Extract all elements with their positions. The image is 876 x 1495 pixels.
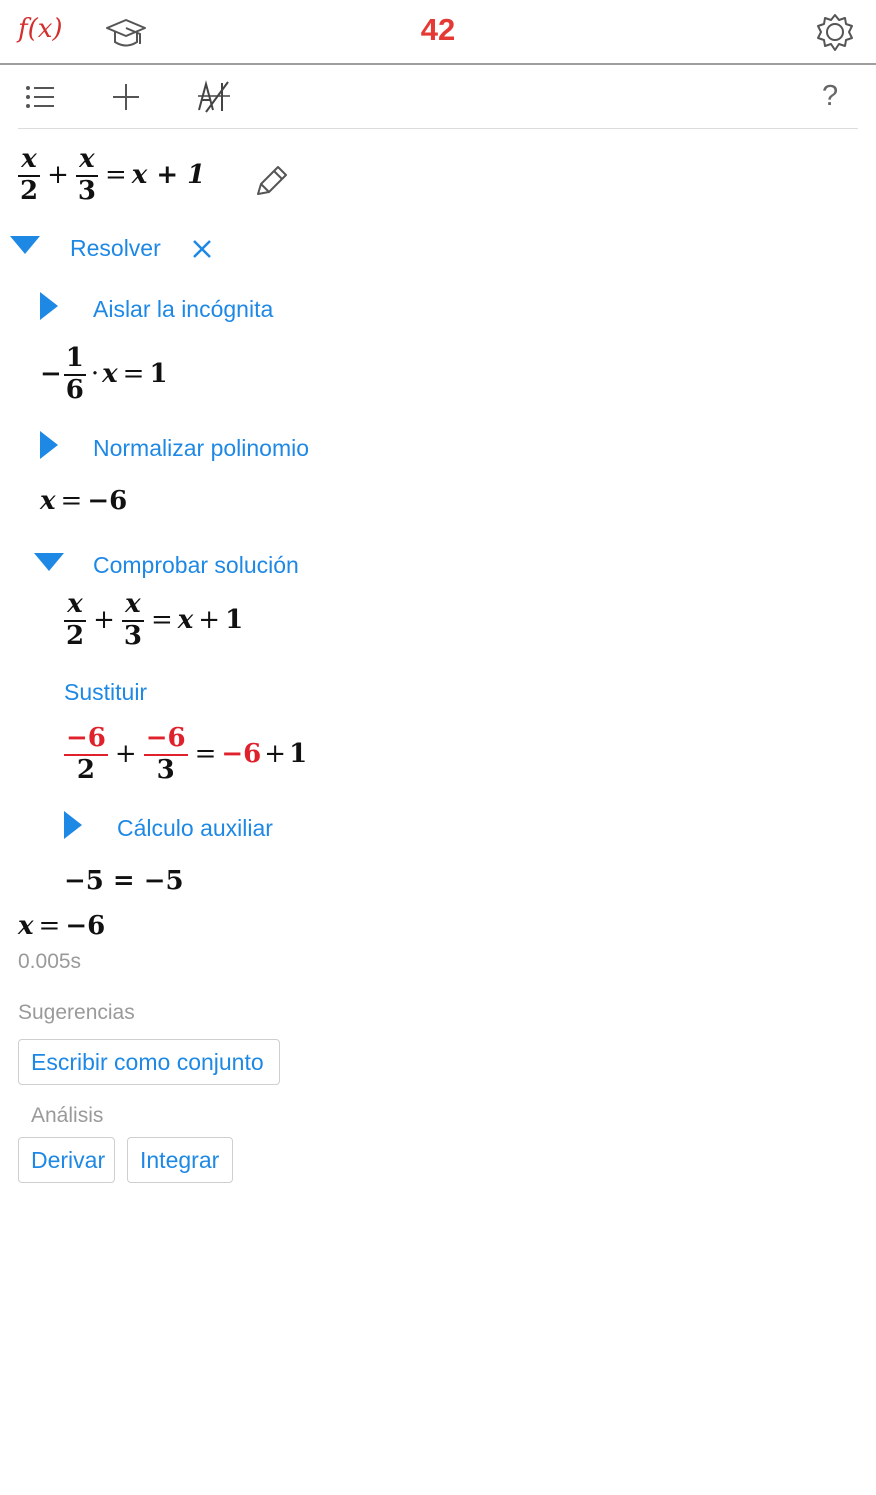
input-rhs: x + 1 (131, 159, 206, 190)
center-number: 42 (420, 12, 456, 47)
derive-button[interactable]: Derivar (18, 1137, 115, 1183)
step-normalize-label[interactable]: Normalizar polinomio (93, 435, 310, 461)
collapse-triangle-icon[interactable] (10, 236, 40, 254)
header-divider (0, 63, 876, 65)
input-frac-x-3: $\frac{x}{3}$ (77, 144, 96, 206)
input-frac-x-2: $\frac{x}{2}$ (20, 144, 39, 206)
check-equation: $\frac{x}{2}$ + $\frac{x}{3}$ = x + 1 (66, 589, 244, 651)
gear-icon[interactable] (814, 12, 856, 54)
list-icon[interactable] (24, 84, 56, 112)
collapse-triangle-icon[interactable] (34, 553, 64, 571)
suggestions-heading: Sugerencias (18, 1001, 135, 1024)
not-equal-icon[interactable] (196, 80, 232, 114)
substituted-equation: $\frac{-6}{2}$ + $\frac{-6}{3}$ = −6 + 1 (66, 723, 308, 785)
expand-triangle-icon[interactable] (40, 431, 58, 459)
help-icon[interactable]: ? (822, 80, 839, 112)
toolbar-divider (18, 128, 858, 129)
final-result: x = −6 (18, 911, 106, 941)
expand-triangle-icon[interactable] (64, 811, 82, 839)
analysis-heading: Análisis (31, 1104, 104, 1127)
step-normalize-result: x = −6 (40, 486, 128, 516)
step-isolate-label[interactable]: Aislar la incógnita (93, 296, 274, 322)
app-logo[interactable]: f(x) (18, 14, 63, 44)
pencil-icon[interactable] (254, 164, 290, 198)
check-solution-label[interactable]: Comprobar solución (93, 552, 299, 578)
close-icon[interactable] (190, 237, 214, 261)
integrate-button[interactable]: Integrar (127, 1137, 233, 1183)
aux-calc-result: −5 = −5 (64, 866, 184, 896)
input-equation[interactable]: $\frac{x}{2}$ + $\frac{x}{3}$ = x + 1 (20, 144, 206, 206)
substitute-label: Sustituir (64, 679, 148, 705)
aux-calc-label[interactable]: Cálculo auxiliar (117, 815, 273, 841)
write-as-set-button[interactable]: Escribir como conjunto (18, 1039, 280, 1085)
solve-label[interactable]: Resolver (70, 235, 161, 261)
expand-triangle-icon[interactable] (40, 292, 58, 320)
plus-icon[interactable] (111, 82, 141, 112)
step-isolate-result: − $\frac{1}{6}$ · x = 1 (40, 343, 168, 405)
elapsed-time: 0.005s (18, 950, 82, 973)
